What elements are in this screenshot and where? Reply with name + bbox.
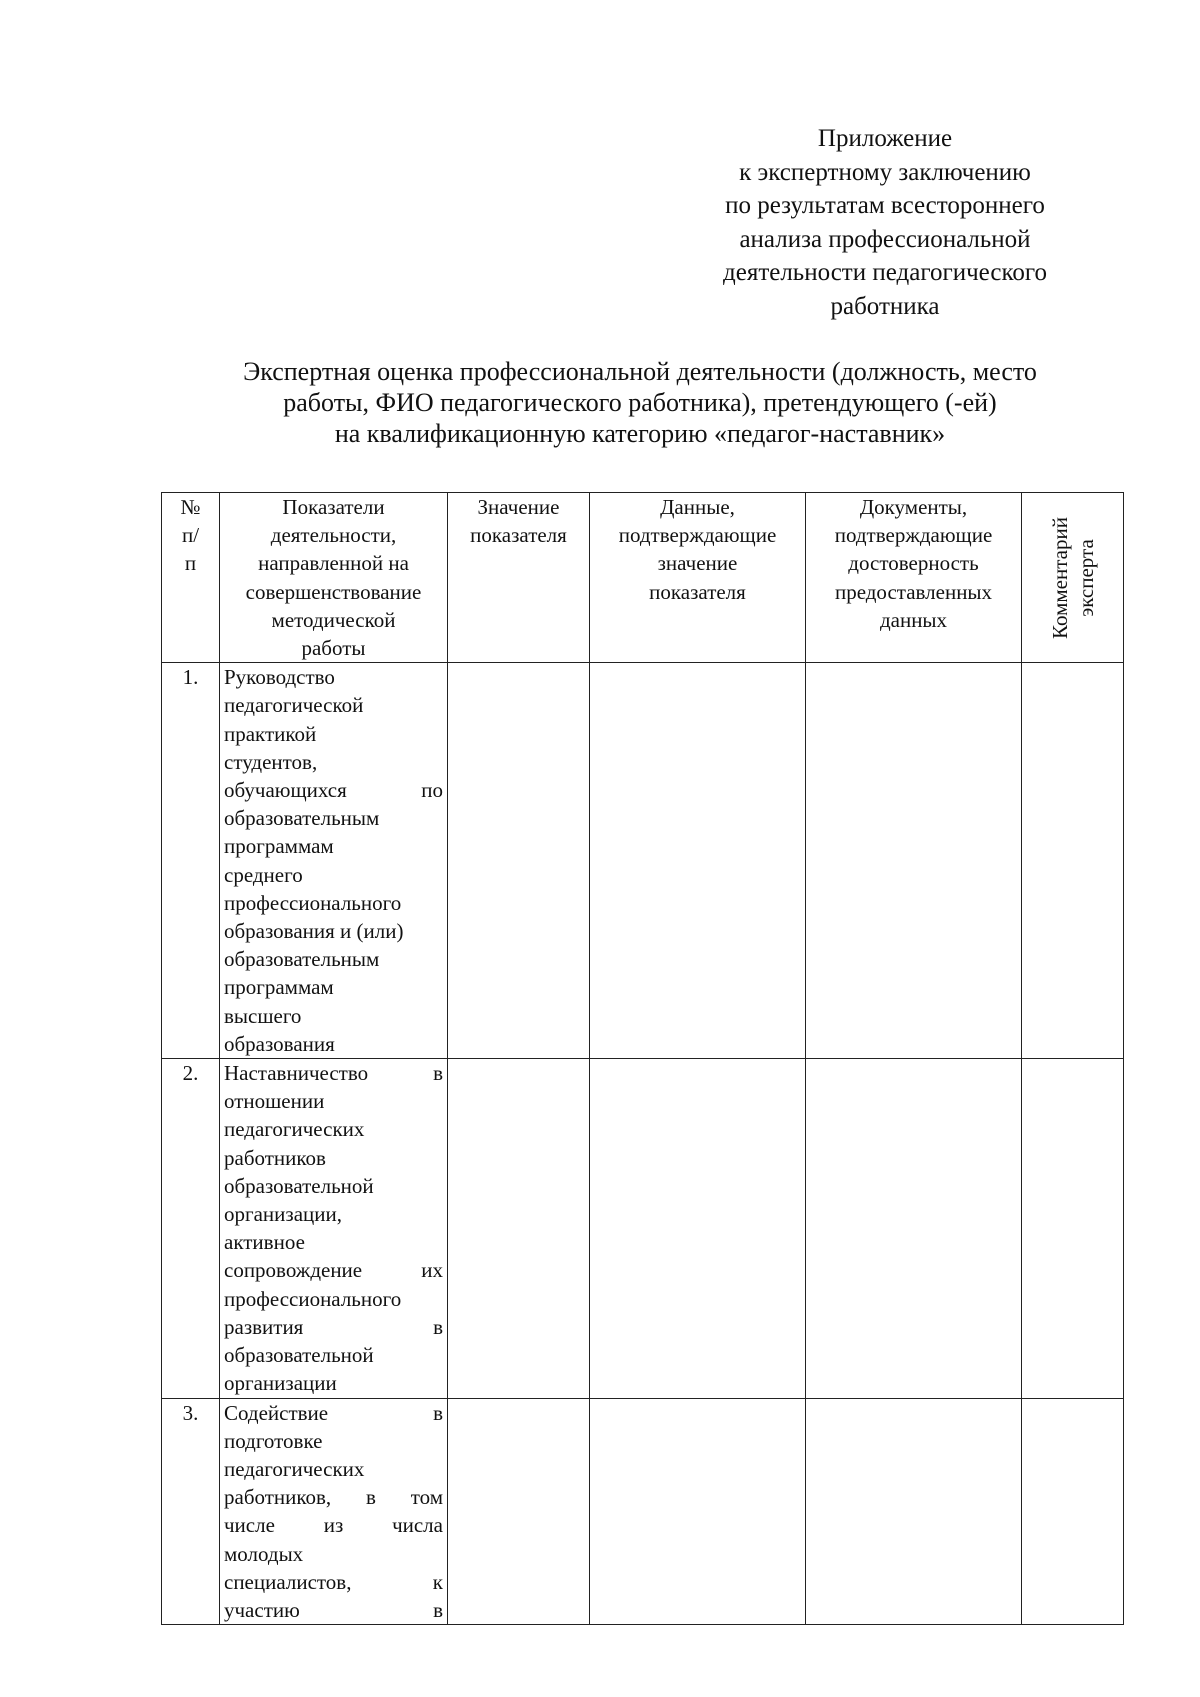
- header-text: Комментарий: [1047, 516, 1072, 639]
- indicator-line: молодых: [224, 1541, 304, 1566]
- row-number: 2.: [162, 1059, 220, 1398]
- header-text: достоверность: [848, 551, 979, 576]
- title-line: Экспертная оценка профессиональной деятельности (должность, место: [243, 357, 1037, 386]
- indicator-line: образовательным: [224, 947, 380, 972]
- indicator-line: образования: [224, 1031, 335, 1056]
- header-text: деятельности,: [270, 523, 397, 548]
- data-cell[interactable]: [590, 1398, 806, 1625]
- value-cell[interactable]: [448, 1398, 590, 1625]
- comment-cell[interactable]: [1022, 663, 1124, 1059]
- indicator-line: педагогических: [224, 1117, 365, 1142]
- indicator-line: программам: [224, 975, 334, 1000]
- header-indicator: [220, 493, 448, 663]
- appendix-line: анализа профессиональной: [739, 225, 1031, 253]
- row-number: 3.: [162, 1398, 220, 1625]
- indicator-line: образовательным: [224, 806, 380, 831]
- indicator-line: образовательной: [224, 1173, 374, 1198]
- indicator-line: образования и (или): [224, 919, 404, 944]
- indicator-line: практикой: [224, 721, 317, 746]
- row-number: 1.: [162, 663, 220, 1059]
- indicator-line: образовательной: [224, 1343, 374, 1368]
- header-text: работы: [301, 636, 366, 661]
- indicator-line: Руководство: [224, 665, 335, 690]
- header-text: Показатели: [282, 495, 385, 519]
- indicator-line: работников: [224, 1145, 326, 1170]
- documents-cell[interactable]: [806, 1398, 1022, 1625]
- indicator-line: активное: [224, 1230, 305, 1255]
- indicator-line: высшего: [224, 1003, 302, 1028]
- appendix-line: по результатам всестороннего: [725, 192, 1045, 219]
- table-header-row: [162, 493, 1124, 663]
- header-text: методической: [271, 607, 396, 632]
- title-line: на квалификационную категорию «педагог-наставник»: [334, 419, 946, 448]
- documents-cell[interactable]: [806, 663, 1022, 1059]
- header-value: [448, 493, 590, 663]
- indicator-line: отношении: [224, 1089, 325, 1114]
- header-text: эксперта: [1073, 538, 1098, 617]
- indicator-line: программам: [224, 834, 334, 859]
- table-row: [162, 1059, 1124, 1398]
- header-text: п/: [181, 523, 200, 548]
- indicator-cell: [220, 1059, 448, 1398]
- header-text: предоставленных: [834, 579, 993, 604]
- header-text: подтверждающие: [834, 523, 993, 548]
- indicator-line: специалистов, к: [224, 1569, 443, 1594]
- indicator-line: развития в: [224, 1314, 443, 1339]
- indicator-line: обучающихся по: [224, 778, 443, 803]
- header-num: [162, 493, 220, 663]
- header-text: совершенствование: [245, 579, 422, 604]
- indicator-line: работников, в том: [224, 1485, 443, 1510]
- table-row: [162, 663, 1124, 1059]
- indicator-line: сопровождение их: [224, 1258, 443, 1283]
- indicator-line: среднего: [224, 862, 303, 887]
- appendix-heading: [640, 122, 1130, 323]
- indicator-line: педагогической: [224, 693, 364, 718]
- header-text: показателя: [649, 579, 746, 604]
- header-text: п: [184, 551, 197, 576]
- document-title: [150, 356, 1130, 449]
- indicator-line: подготовке: [224, 1428, 323, 1453]
- value-cell[interactable]: [448, 1059, 590, 1398]
- title-line: работы, ФИО педагогического работника), претендующего (-ей): [283, 388, 997, 417]
- indicator-line: студентов,: [224, 749, 318, 774]
- appendix-line: Приложение: [817, 125, 953, 152]
- indicator-line: числе из числа: [224, 1513, 443, 1538]
- header-text: Данные,: [660, 495, 735, 519]
- appendix-line: к экспертному заключению: [739, 158, 1031, 186]
- data-cell[interactable]: [590, 1059, 806, 1398]
- indicator-cell: [220, 663, 448, 1059]
- header-text: направленной на: [258, 551, 409, 576]
- value-cell[interactable]: [448, 663, 590, 1059]
- indicator-cell: [220, 1398, 448, 1625]
- header-text: Значение: [477, 495, 560, 519]
- indicator-line: Наставничество в: [224, 1061, 443, 1086]
- header-text: подтверждающие: [618, 523, 777, 548]
- header-comment: [1022, 493, 1124, 663]
- header-text: значение: [657, 551, 738, 576]
- header-text: показателя: [470, 523, 567, 548]
- appendix-line: деятельности педагогического: [723, 259, 1047, 286]
- documents-cell[interactable]: [806, 1059, 1022, 1398]
- header-comment-rotated: [1047, 517, 1099, 639]
- indicator-line: педагогических: [224, 1456, 365, 1481]
- header-data: [590, 493, 806, 663]
- header-text: Документы,: [859, 495, 968, 519]
- indicator-line: участию в: [224, 1597, 443, 1622]
- appendix-line: работника: [830, 292, 940, 320]
- indicator-line: организации,: [224, 1202, 342, 1227]
- indicator-line: Содействие в: [224, 1400, 443, 1425]
- header-text: №: [180, 495, 201, 519]
- indicator-line: профессионального: [224, 890, 402, 915]
- header-documents: [806, 493, 1022, 663]
- header-text: данных: [879, 607, 948, 632]
- table-row: [162, 1398, 1124, 1625]
- indicator-line: организации: [224, 1371, 337, 1396]
- data-cell[interactable]: [590, 663, 806, 1059]
- indicator-line: профессионального: [224, 1286, 402, 1311]
- evaluation-table: [161, 492, 1124, 1625]
- comment-cell[interactable]: [1022, 1398, 1124, 1625]
- comment-cell[interactable]: [1022, 1059, 1124, 1398]
